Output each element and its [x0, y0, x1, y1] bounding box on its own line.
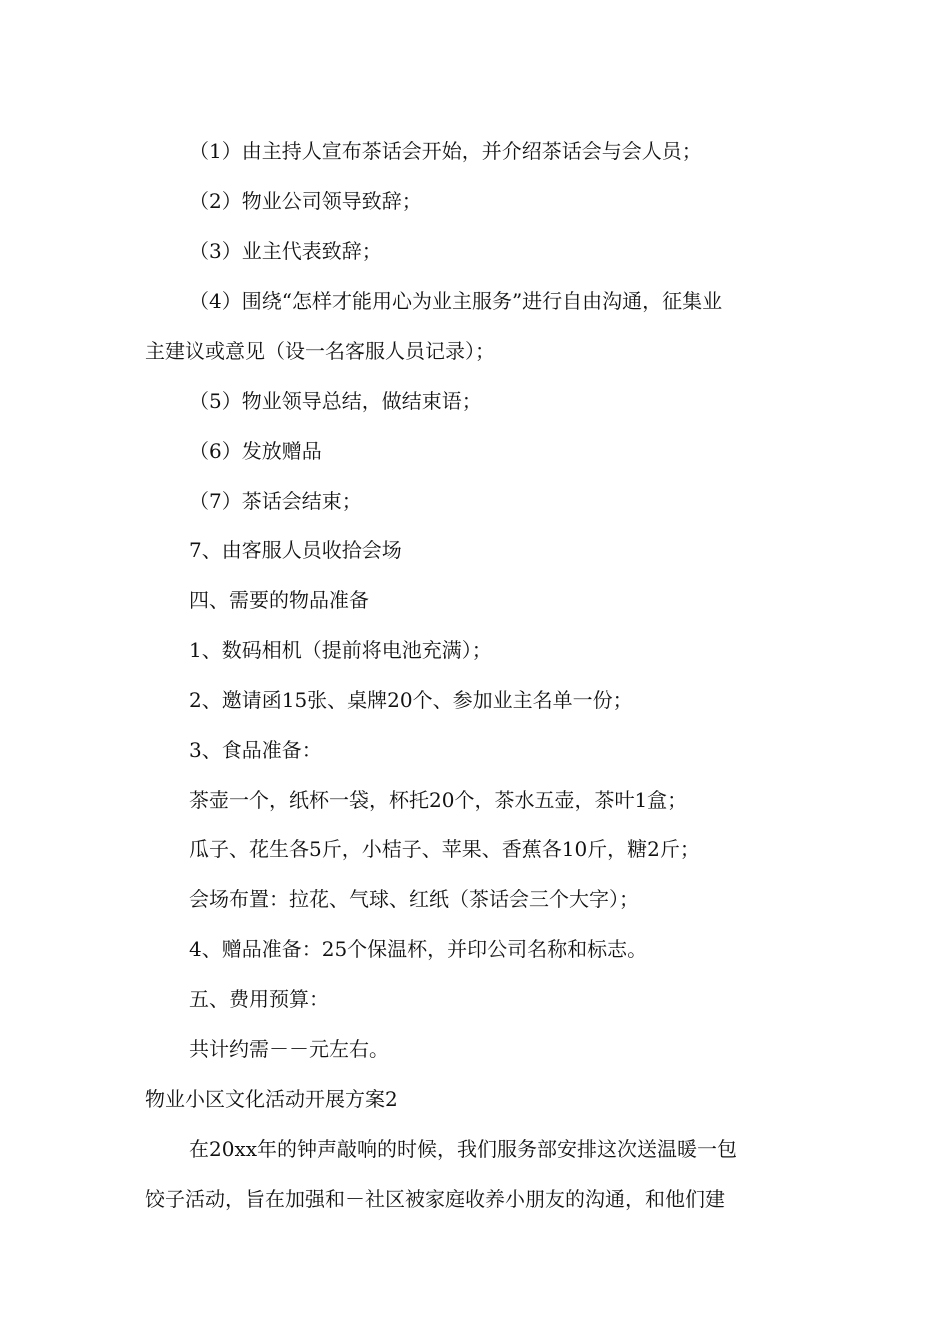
supply-item-2: 2、邀请函15张、桌牌20个、参加业主名单一份；: [189, 688, 633, 712]
agenda-item-4: （4）围绕“怎样才能用心为业主服务”进行自由沟通，征集业: [189, 289, 723, 313]
agenda-item-6: （6）发放赠品: [189, 439, 322, 463]
venue-decoration: 会场布置：拉花、气球、红纸（茶话会三个大字）；: [189, 887, 639, 911]
budget-total: 共计约需－－元左右。: [189, 1037, 389, 1061]
agenda-item-4-continued: 主建议或意见（设一名客服人员记录）；: [145, 339, 495, 363]
section-5-heading: 五、费用预算：: [189, 987, 329, 1011]
agenda-item-2: （2）物业公司领导致辞；: [189, 189, 422, 213]
plan-2-title: 物业小区文化活动开展方案2: [145, 1087, 398, 1111]
food-list-2: 瓜子、花生各5斤，小桔子、苹果、香蕉各10斤，糖2斤；: [189, 837, 700, 861]
section-4-heading: 四、需要的物品准备: [189, 588, 369, 612]
supply-item-4: 4、赠品准备：25个保温杯，并印公司名称和标志。: [189, 937, 648, 961]
supply-item-1: 1、数码相机（提前将电池充满）；: [189, 638, 492, 662]
plan-2-paragraph-line-1: 在20xx年的钟声敲响的时候，我们服务部安排这次送温暖一包: [189, 1137, 738, 1161]
food-list-1: 茶壶一个，纸杯一袋，杯托20个，茶水五壶，茶叶1盒；: [189, 788, 688, 812]
agenda-item-1: （1）由主持人宣布茶话会开始，并介绍茶话会与会人员；: [189, 139, 702, 163]
agenda-item-5: （5）物业领导总结，做结束语；: [189, 389, 482, 413]
agenda-item-7: （7）茶话会结束；: [189, 489, 362, 513]
plan-2-paragraph-line-2: 饺子活动，旨在加强和－社区被家庭收养小朋友的沟通，和他们建: [145, 1187, 725, 1211]
agenda-item-3: （3）业主代表致辞；: [189, 239, 382, 263]
supply-item-3: 3、食品准备：: [189, 738, 322, 762]
step-7: 7、由客服人员收拾会场: [189, 538, 402, 562]
